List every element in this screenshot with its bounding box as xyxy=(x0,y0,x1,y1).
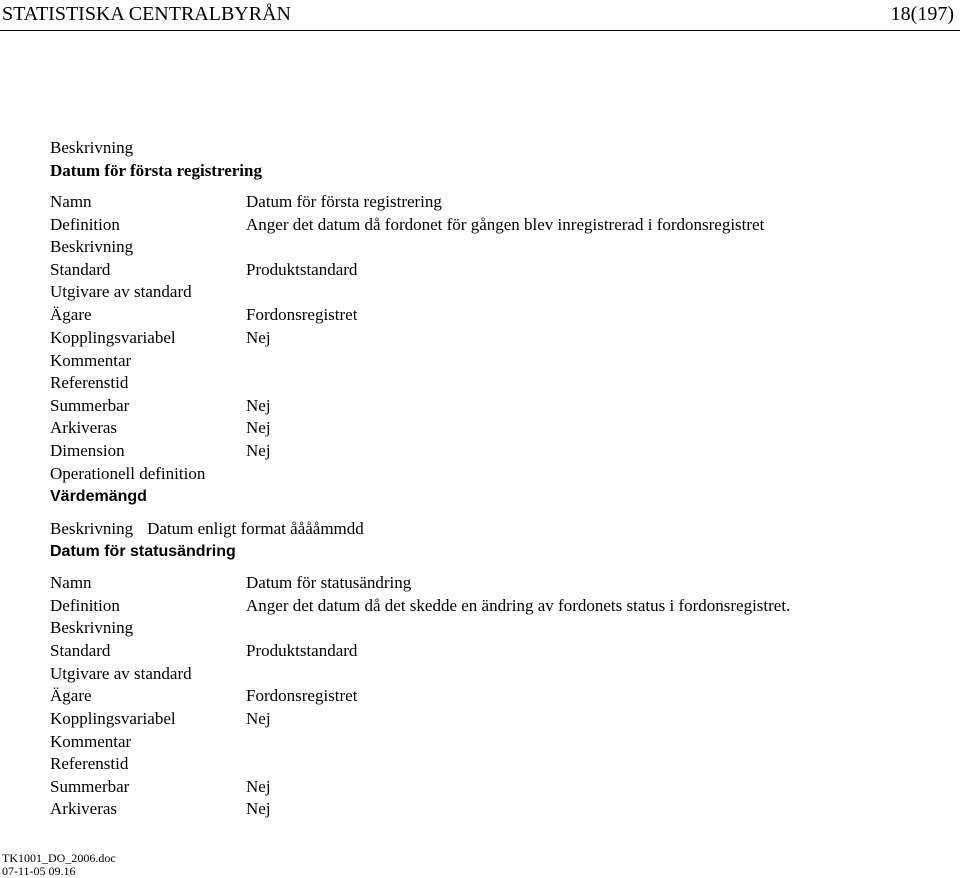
row-value: Fordonsregistret xyxy=(246,305,358,324)
table-row xyxy=(50,595,950,618)
row-label: Standard xyxy=(50,260,111,279)
row-label: Ägare xyxy=(50,686,92,705)
row-label: Namn xyxy=(50,573,92,592)
footer-date: 07-11-05 09.16 xyxy=(2,864,76,878)
table-row xyxy=(50,776,950,799)
row-label: Beskrivning xyxy=(50,237,134,256)
row-value: Nej xyxy=(246,441,271,460)
table-row xyxy=(50,259,950,282)
row-value: Anger det datum då det skedde en ändring av fordonets status i fordonsregistret. xyxy=(246,596,791,615)
row-label: Utgivare av standard xyxy=(50,282,192,301)
row-label: Definition xyxy=(50,596,120,615)
table-row xyxy=(50,236,950,259)
row-label: Referenstid xyxy=(50,754,129,773)
row-label: Operationell definition xyxy=(50,464,206,483)
footer-filename: TK1001_DO_2006.doc xyxy=(2,851,116,865)
table-row xyxy=(50,708,950,731)
table-row xyxy=(50,463,950,486)
row-value: Produktstandard xyxy=(246,641,358,660)
table-row xyxy=(50,440,950,463)
row-label: Arkiveras xyxy=(50,799,118,818)
table-row xyxy=(50,640,950,663)
row-label: Arkiveras xyxy=(50,418,118,437)
table-row xyxy=(50,685,950,708)
value-set-value: Datum enligt format ååååmmdd xyxy=(147,519,364,538)
row-label: Kopplingsvariabel xyxy=(50,328,176,347)
section1-title: Datum för första registrering xyxy=(50,161,262,180)
table-row xyxy=(50,731,950,754)
row-label: Standard xyxy=(50,641,111,660)
row-value: Nej xyxy=(246,396,271,415)
row-value: Nej xyxy=(246,799,271,818)
table-row xyxy=(50,191,950,214)
row-label: Utgivare av standard xyxy=(50,664,192,683)
value-set-title: Värdemängd xyxy=(50,488,147,505)
row-label: Dimension xyxy=(50,441,125,460)
table-row xyxy=(50,663,950,686)
row-value: Produktstandard xyxy=(246,260,358,279)
row-value: Datum för första registrering xyxy=(246,192,442,211)
table-row xyxy=(50,572,950,595)
row-value: Anger det datum då fordonet för gången blev inregistrerad i fordonsregistret xyxy=(246,215,765,234)
row-value: Datum för statusändring xyxy=(246,573,412,592)
table-row xyxy=(50,304,950,327)
table-row xyxy=(50,417,950,440)
table-row xyxy=(50,350,950,373)
row-label: Definition xyxy=(50,215,120,234)
value-set-description xyxy=(50,518,364,540)
row-label: Namn xyxy=(50,192,92,211)
row-label: Summerbar xyxy=(50,396,130,415)
table-row xyxy=(50,281,950,304)
table-row xyxy=(50,798,950,821)
row-value: Nej xyxy=(246,777,271,796)
header-rule xyxy=(0,30,960,31)
row-value: Fordonsregistret xyxy=(246,686,358,705)
value-set-label: Beskrivning xyxy=(50,519,134,538)
table-row xyxy=(50,327,950,350)
header-organization: STATISTISKA CENTRALBYRÅN xyxy=(2,3,291,25)
row-label: Kommentar xyxy=(50,732,132,751)
table-row xyxy=(50,753,950,776)
row-value: Nej xyxy=(246,709,271,728)
row-label: Kommentar xyxy=(50,351,132,370)
section2-title: Datum för statusändring xyxy=(50,543,236,560)
row-label: Ägare xyxy=(50,305,92,324)
row-label: Kopplingsvariabel xyxy=(50,709,176,728)
row-value: Nej xyxy=(246,328,271,347)
table-row xyxy=(50,395,950,418)
table-row xyxy=(50,214,950,237)
row-label: Referenstid xyxy=(50,373,129,392)
table-row xyxy=(50,372,950,395)
row-label: Summerbar xyxy=(50,777,130,796)
row-label: Beskrivning xyxy=(50,618,134,637)
section1-label: Beskrivning xyxy=(50,138,134,157)
table-row xyxy=(50,617,950,640)
row-value: Nej xyxy=(246,418,271,437)
page-number: 18(197) xyxy=(890,3,954,25)
